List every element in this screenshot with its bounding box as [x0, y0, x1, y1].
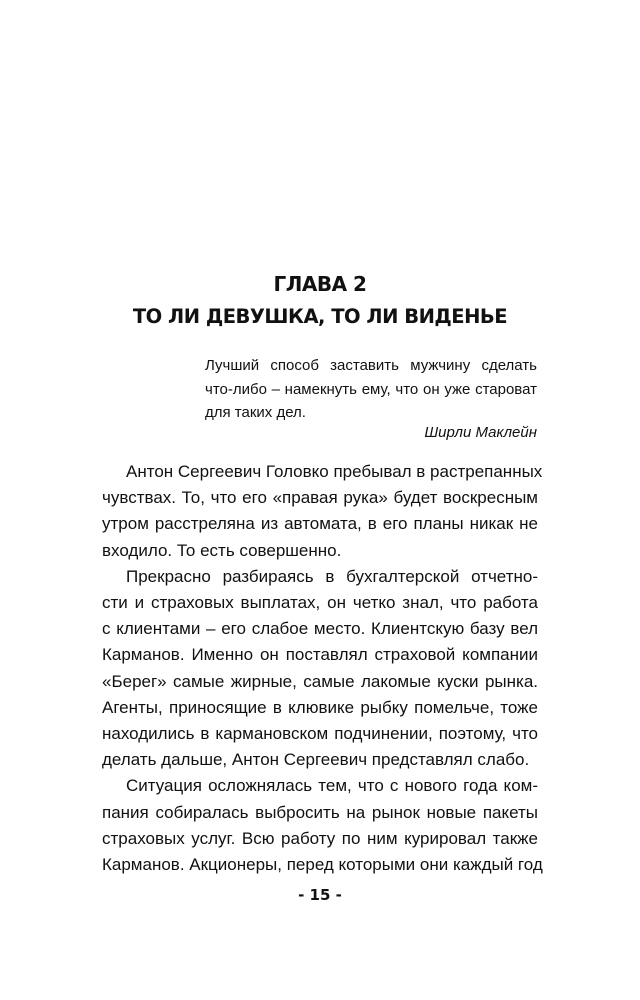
epigraph-line: для таких дел.	[205, 404, 306, 421]
page-number: - 15 -	[298, 886, 342, 904]
paragraph-line: Карманов. Акционеры, перед которыми они каждый год	[102, 855, 543, 875]
paragraph-line: Агенты, приносящие в клювике рыбку помельче, тоже	[102, 697, 538, 717]
body-text	[102, 459, 543, 878]
epigraph-line: что-либо – намекнуть ему, что он уже староват	[205, 380, 537, 398]
paragraph-line: утром расстреляна из автомата, в его планы никак не	[102, 514, 538, 534]
chapter-number: ГЛАВА 2	[273, 272, 367, 296]
paragraph-line: находились в кармановском подчинении, поэтому, что	[102, 724, 538, 744]
paragraph-line: делать дальше, Антон Сергеевич представлял слабо.	[102, 750, 530, 770]
chapter-title: ТО ЛИ ДЕВУШКА, ТО ЛИ ВИДЕНЬЕ	[132, 305, 508, 328]
paragraph-line: чувствах. То, что его «правая рука» будет воскресным	[102, 488, 538, 508]
paragraph-line: страховых услуг. Всю работу по ним курировал также	[102, 828, 538, 848]
paragraph-line: Антон Сергеевич Головко пребывал в растрепанных	[126, 462, 543, 481]
epigraph	[205, 354, 537, 425]
paragraph-line: Ситуация осложнялась тем, что с нового года ком-	[126, 776, 538, 796]
epigraph-author: Ширли Маклейн	[424, 424, 537, 441]
paragraph-line: Карманов. Именно он поставлял страховой компании	[102, 645, 538, 665]
paragraph-line: «Берег» самые жирные, самые лакомые куски рынка.	[102, 671, 538, 691]
paragraph-line: сти и страховых выплатах, он четко знал, что работа	[102, 593, 538, 613]
paragraph-line: входило. То есть совершенно.	[102, 540, 342, 560]
paragraph-line: Прекрасно разбираясь в бухгалтерской отчетно-	[126, 566, 538, 586]
paragraph-line: пания собиралась выбросить на рынок новые пакеты	[102, 802, 538, 822]
paragraph-line: с клиентами – его слабое место. Клиентскую базу вел	[102, 619, 538, 639]
epigraph-line: Лучший способ заставить мужчину сделать	[205, 357, 537, 374]
